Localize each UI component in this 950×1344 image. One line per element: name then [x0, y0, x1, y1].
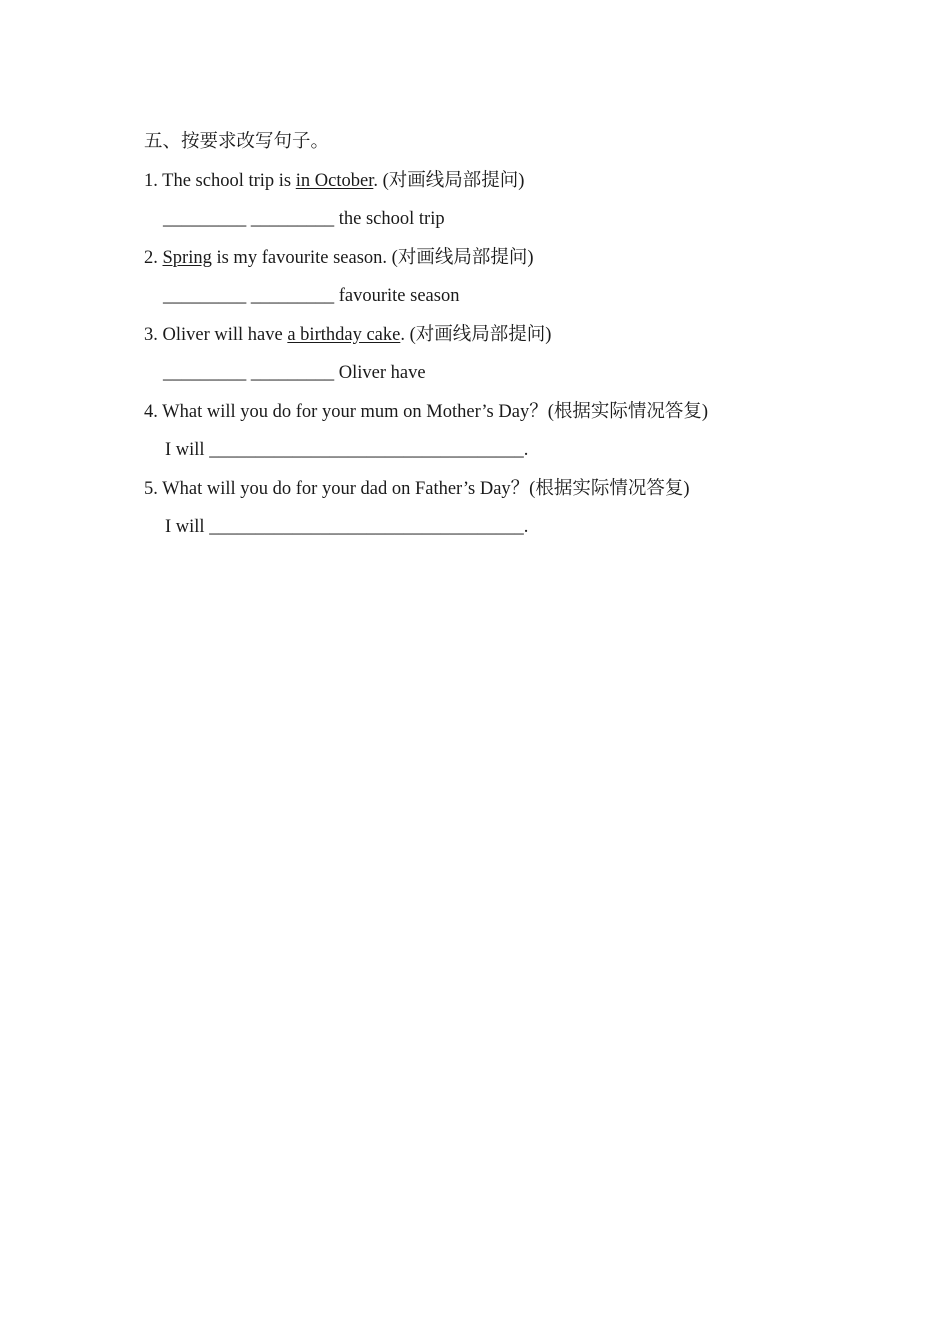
- question-text: . (对画线局部提问): [400, 324, 552, 345]
- underlined-part: Spring: [162, 247, 212, 268]
- section-title: 五、按要求改写句子。: [144, 132, 330, 152]
- question-5: [144, 470, 824, 509]
- question-number: 2.: [144, 247, 158, 268]
- question-text: What will you do for your mum on Mother’s Day？(根据实际情况答复): [157, 401, 709, 422]
- underlined-part: in October: [295, 170, 374, 191]
- answer-line-3[interactable]: _________ _________ Oliver have: [163, 363, 426, 383]
- question-text: Oliver will have: [157, 324, 288, 345]
- question-text: What will you do for your dad on Father’s Day？(根据实际情况答复): [157, 478, 690, 499]
- question-number: 3.: [144, 324, 158, 345]
- question-number: 5.: [144, 478, 158, 499]
- answer-line-5[interactable]: I will __________________________________.: [165, 517, 529, 537]
- question-number: 1.: [144, 170, 158, 191]
- question-4: [144, 393, 824, 432]
- question-1: [144, 162, 824, 201]
- question-3: [144, 316, 824, 355]
- question-2: [144, 239, 824, 278]
- question-text: . (对画线局部提问): [373, 170, 525, 191]
- answer-line-4[interactable]: I will __________________________________.: [165, 440, 529, 460]
- question-number: 4.: [144, 401, 158, 422]
- answer-line-2[interactable]: _________ _________ favourite season: [163, 286, 460, 306]
- question-text: is my favourite season. (对画线局部提问): [211, 247, 534, 268]
- question-text: The school trip is: [157, 170, 296, 191]
- underlined-part: a birthday cake: [287, 324, 401, 345]
- answer-line-1[interactable]: _________ _________ the school trip: [163, 209, 445, 229]
- worksheet-page: [144, 123, 824, 547]
